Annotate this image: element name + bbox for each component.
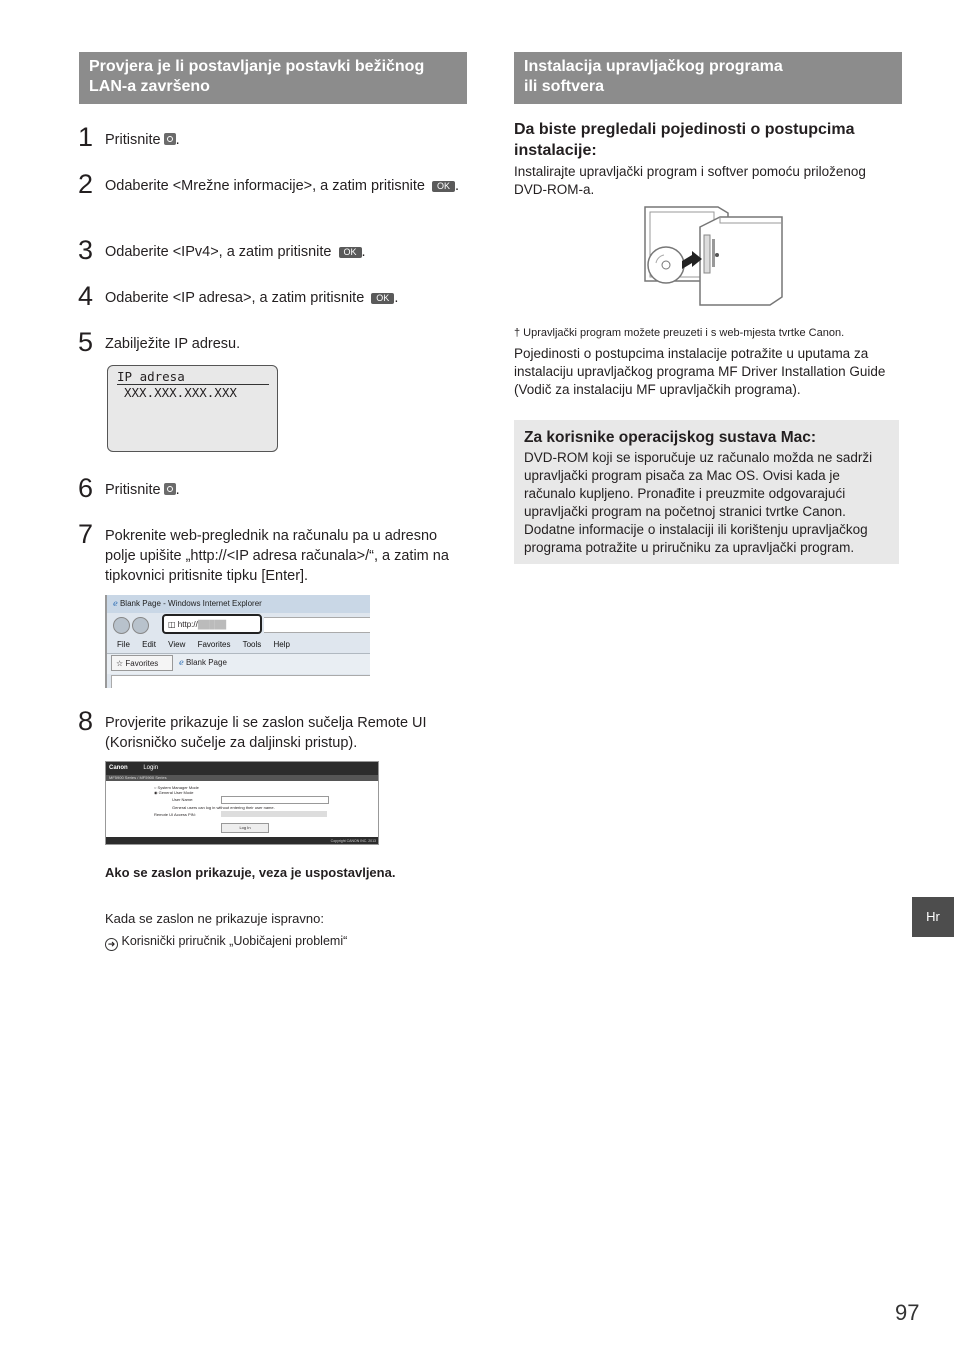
step-number-5: 5	[78, 327, 94, 357]
lcd-display	[107, 365, 278, 452]
dvd-install-illustration	[640, 205, 786, 309]
menu-help[interactable]: Help	[273, 640, 290, 649]
step-number-1: 1	[78, 122, 94, 152]
page-icon: ◫	[168, 620, 176, 629]
install-details: Pojedinosti o postupcima instalacije potražite u uputama za instalaciju upravljačkog programa MF Driver Installation Guide (Vodič za instalaciju MF upravljačkih programa).	[514, 346, 886, 397]
page-icon: ℯ	[179, 658, 184, 667]
install-subheading: Da biste pregledali pojedinosti o postupcima instalacije:	[514, 121, 855, 159]
username-label: User Name:	[172, 797, 194, 802]
login-button[interactable]: Log In	[221, 823, 269, 833]
menu-tools[interactable]: Tools	[242, 640, 262, 649]
menu-file[interactable]: File	[117, 640, 130, 649]
menu-favorites[interactable]: Favorites	[197, 640, 231, 649]
arrow-circle-icon: ➜	[105, 938, 118, 951]
favorites-button[interactable]: ☆ Favorites	[111, 655, 173, 671]
footnote: † Upravljački program možete preuzeti i s web-mjesta tvrtke Canon.	[514, 327, 845, 339]
username-input[interactable]	[221, 796, 329, 804]
incorrect-note: Kada se zaslon ne prikazuje ispravno:	[105, 911, 324, 926]
browser-title: Blank Page - Windows Internet Explorer	[119, 599, 262, 608]
home-icon	[164, 133, 176, 145]
remote-footer: Copyright CANON INC. 2013	[106, 837, 379, 845]
menu-edit[interactable]: Edit	[142, 640, 156, 649]
pin-label: Remote UI Access PIN:	[154, 812, 196, 817]
mac-heading: Za korisnike operacijskog sustava Mac:	[524, 429, 817, 446]
step-6-text: Pritisnite .	[105, 482, 180, 498]
breadcrumb: MF5900 Series / MF5900 Series	[106, 775, 379, 781]
browser-screenshot	[105, 595, 370, 688]
lcd-line-1: IP adresa	[117, 369, 269, 385]
step-number-2: 2	[78, 169, 94, 199]
install-subtext: Instalirajte upravljački program i softver pomoću priloženog DVD-ROM-a.	[514, 164, 866, 197]
mode-radio-system[interactable]: ○ System Manager Mode	[154, 785, 199, 790]
page-number: 97	[895, 1300, 920, 1325]
login-title: Login	[143, 765, 159, 771]
step-8-text: Provjerite prikazuje li se zaslon sučelja Remote UI (Korisničko sučelje za daljinski pristup).	[105, 715, 427, 751]
remote-ui-screenshot	[105, 761, 379, 845]
home-icon	[164, 483, 176, 495]
left-section-header: Provjera je li postavljanje postavki bežičnog LAN-a završeno	[79, 52, 467, 104]
ok-button-icon: OK	[371, 293, 394, 304]
step-4-text: Odaberite <IP adresa>, a zatim pritisnite OK .	[105, 290, 399, 306]
mac-users-box	[514, 420, 899, 564]
address-bar-extension	[264, 617, 370, 633]
pin-input[interactable]	[221, 811, 327, 817]
step-3-text: Odaberite <IPv4>, a zatim pritisnite OK .	[105, 244, 366, 260]
step-number-6: 6	[78, 473, 94, 503]
manual-reference: ➜ Korisnički priručnik „Uobičajeni problemi“	[105, 932, 347, 951]
step-2-text: Odaberite <Mrežne informacije>, a zatim pritisnite OK .	[105, 178, 460, 194]
menu-bar	[117, 639, 367, 651]
address-bar[interactable]: ◫ http://█████	[162, 614, 262, 634]
mac-text: DVD-ROM koji se isporučuje uz računalo možda ne sadrži upravljački program pisača za Mac OS. Ovisi kada je računalo kupljeno. Pronađite i preuzmite odgovarajući upravljački program na početnoj stranici tvrtke Canon. Dodatne informacije o instalaciji ili korištenju upravljačkog programa potražite u priručniku za upravljački program.	[524, 450, 873, 555]
star-icon: ☆	[116, 659, 124, 668]
login-note: General users can log in without entering their user name.	[172, 805, 275, 810]
address-text: http://	[177, 620, 198, 629]
ie-icon: ℯ	[113, 599, 118, 608]
step-number-7: 7	[78, 519, 94, 549]
ok-button-icon: OK	[432, 181, 455, 192]
step-5-text: Zabilježite IP adresu.	[105, 336, 241, 352]
ok-button-icon: OK	[339, 247, 362, 258]
connected-note: Ako se zaslon prikazuje, veza je uspostavljena.	[105, 865, 396, 880]
step-7-text: Pokrenite web-preglednik na računalu pa u adresno polje upišite „http://<IP adresa računala>/“, a zatim na tipkovnici pritisnite tipku [Enter].	[105, 528, 449, 584]
language-tab: Hr	[912, 897, 954, 937]
step-number-8: 8	[78, 706, 94, 736]
mode-radio-general[interactable]: ◉ General User Mode	[154, 790, 194, 795]
right-section-header: Instalacija upravljačkog programa ili softvera	[514, 52, 902, 104]
back-button[interactable]	[113, 617, 130, 634]
step-number-3: 3	[78, 235, 94, 265]
browser-tab[interactable]: ℯ Blank Page	[179, 658, 227, 667]
forward-button[interactable]	[132, 617, 149, 634]
step-number-4: 4	[78, 281, 94, 311]
lcd-line-2: XXX.XXX.XXX.XXX	[124, 385, 237, 400]
canon-logo: Canon	[109, 765, 128, 771]
step-1-text: Pritisnite .	[105, 132, 180, 148]
menu-view[interactable]: View	[168, 640, 186, 649]
